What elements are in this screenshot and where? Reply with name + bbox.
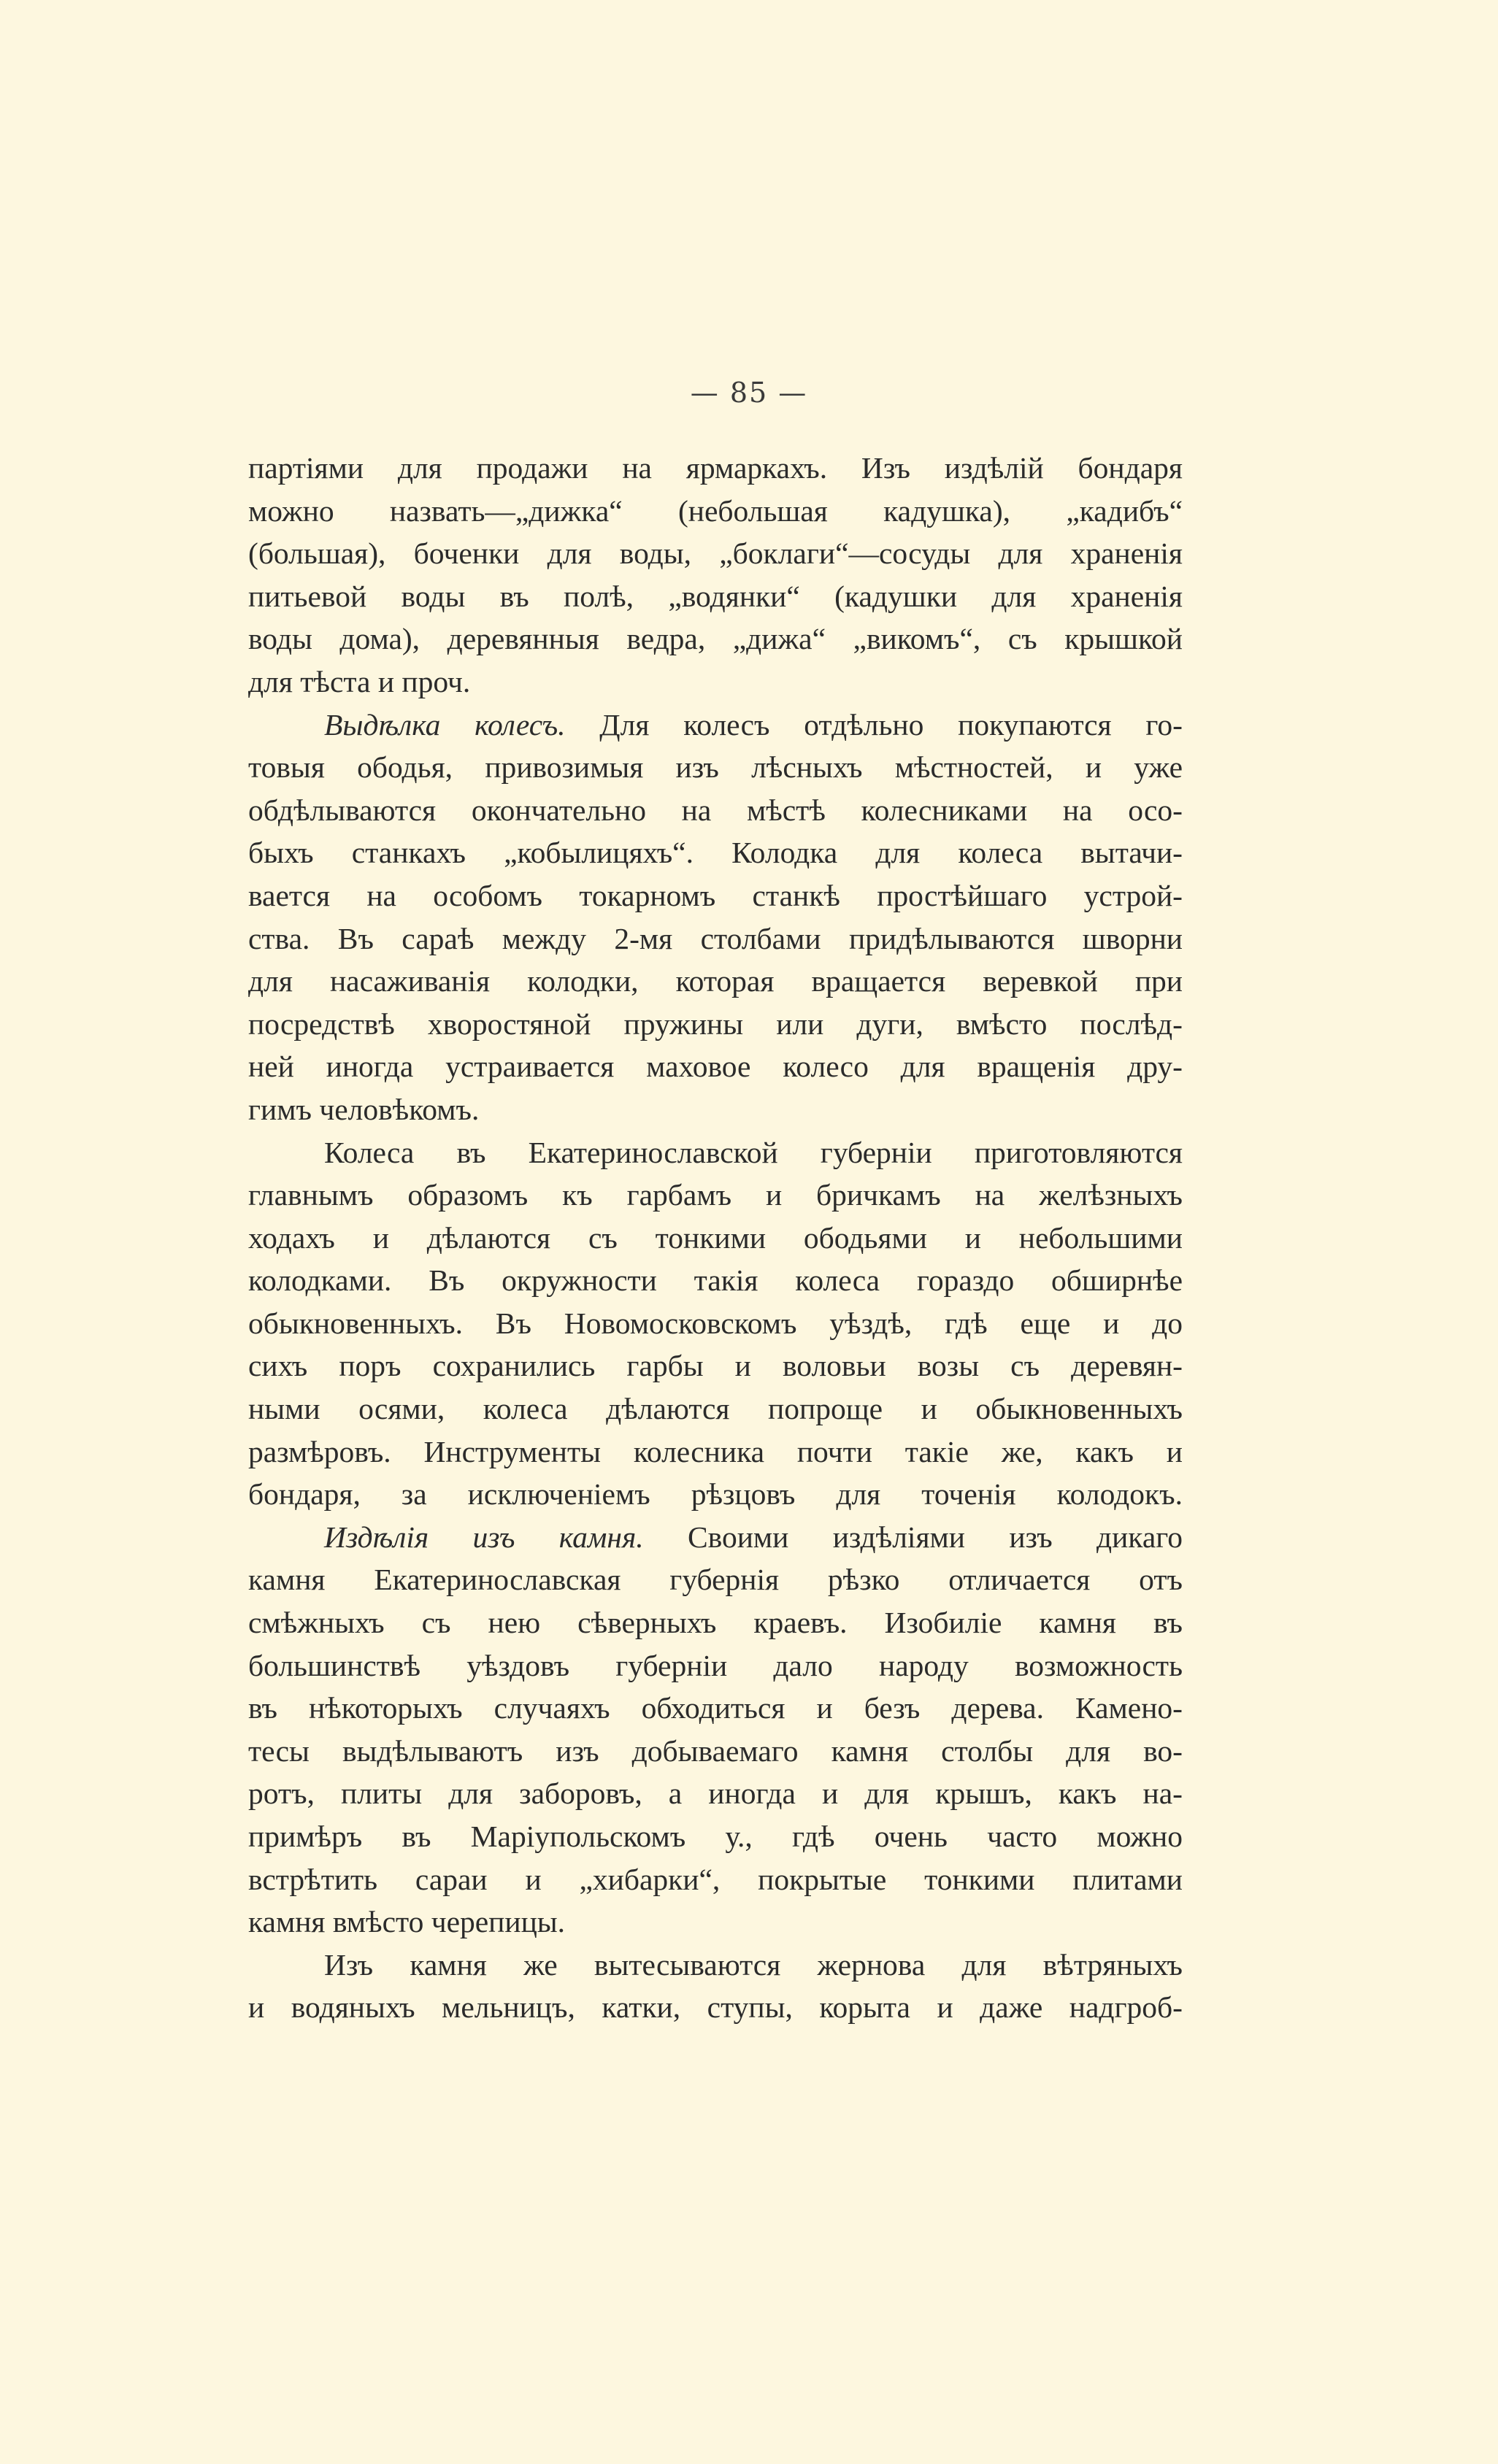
text-line: ными осями, колеса дѣлаются попроще и обыкновенныхъ <box>248 1392 1183 1426</box>
text-line: ротъ, плиты для заборовъ, а иногда и для крышъ, какъ на- <box>248 1776 1183 1811</box>
section-heading: Издѣлія изъ камня. <box>324 1520 644 1554</box>
text-line: ства. Въ сараѣ между 2-мя столбами придѣлываются шворни <box>248 921 1183 955</box>
page-number: — 85 — <box>690 377 808 409</box>
text-line: сихъ поръ сохранились гарбы и воловьи возы съ деревян- <box>248 1349 1183 1383</box>
text-line: тесы выдѣлываютъ изъ добываемаго камня столбы для во- <box>248 1733 1183 1768</box>
text-line: можно назвать—„дижка“ (небольшая кадушка), „кадибъ“ <box>248 493 1183 528</box>
text-line: колодками. Въ окружности такія колеса гораздо обширнѣе <box>248 1263 1183 1298</box>
section-heading: Выдѣлка колесъ. <box>324 707 566 742</box>
text-line: обыкновенныхъ. Въ Новомосковскомъ уѣздѣ, гдѣ еще и до <box>248 1306 1183 1340</box>
text-line: гимъ человѣкомъ. <box>248 1092 480 1126</box>
text-line: посредствѣ хворостяной пружины или дуги, вмѣсто послѣд- <box>248 1006 1183 1041</box>
text-line: партіями для продажи на ярмаркахъ. Изъ издѣлій бондаря <box>248 451 1183 485</box>
text-line: въ нѣкоторыхъ случаяхъ обходиться и безъ дерева. Камено- <box>248 1691 1183 1725</box>
text-line <box>248 704 1183 747</box>
text-line <box>248 1516 1183 1559</box>
text-line: обдѣлываются окончательно на мѣстѣ колесниками на осо- <box>248 793 1183 827</box>
text-line: главнымъ образомъ къ гарбамъ и бричкамъ на желѣзныхъ <box>248 1178 1183 1212</box>
text-line: товыя ободья, привозимыя изъ лѣсныхъ мѣстностей, и уже <box>248 750 1183 785</box>
text-line: смѣжныхъ съ нею сѣверныхъ краевъ. Изобиліе камня въ <box>248 1606 1183 1640</box>
text-line: примѣръ въ Маріупольскомъ у., гдѣ очень часто можно <box>248 1820 1183 1853</box>
text-line: размѣровъ. Инструменты колесника почти такіе же, какъ и <box>248 1434 1183 1468</box>
text-line: питьевой воды въ полѣ, „водянки“ (кадушки для храненія <box>248 579 1183 613</box>
text-line: и водяныхъ мельницъ, катки, ступы, корыта и даже надгроб- <box>248 1990 1183 2025</box>
body-text <box>248 447 1183 2029</box>
text-line-rest: Для колесъ отдѣльно покупаются го- <box>599 707 1183 742</box>
text-line: большинствѣ уѣздовъ губерніи дало народу возможность <box>248 1648 1183 1682</box>
text-line: Колеса въ Екатеринославской губерніи приготовляются <box>324 1135 1183 1169</box>
text-line: встрѣтить сараи и „хибарки“, покрытые тонкими плитами <box>248 1862 1183 1896</box>
text-line: камня Екатеринославская губернія рѣзко отличается отъ <box>248 1563 1183 1597</box>
text-line: бондаря, за исключеніемъ рѣзцовъ для точенія колодокъ. <box>248 1477 1183 1512</box>
text-line: вается на особомъ токарномъ станкѣ простѣйшаго устрой- <box>248 878 1183 912</box>
text-line: для насаживанія колодки, которая вращается веревкой при <box>248 964 1183 998</box>
text-line: для тѣста и проч. <box>248 664 471 698</box>
text-line: ней иногда устраивается маховое колесо для вращенія дру- <box>248 1050 1183 1084</box>
text-line: (большая), боченки для воды, „боклаги“—сосуды для храненія <box>248 536 1183 571</box>
text-line-rest: Своими издѣліями изъ дикаго <box>687 1520 1183 1554</box>
text-line: ходахъ и дѣлаются съ тонкими ободьями и небольшими <box>248 1220 1183 1255</box>
text-line: Изъ камня же вытесываются жернова для вѣтряныхъ <box>324 1947 1183 1982</box>
text-line: воды дома), деревянныя ведра, „дижа“ „викомъ“, съ крышкой <box>248 622 1183 656</box>
text-line: быхъ станкахъ „кобылицяхъ“. Колодка для колеса вытачи- <box>248 836 1183 870</box>
text-line: камня вмѣсто черепицы. <box>248 1905 566 1939</box>
